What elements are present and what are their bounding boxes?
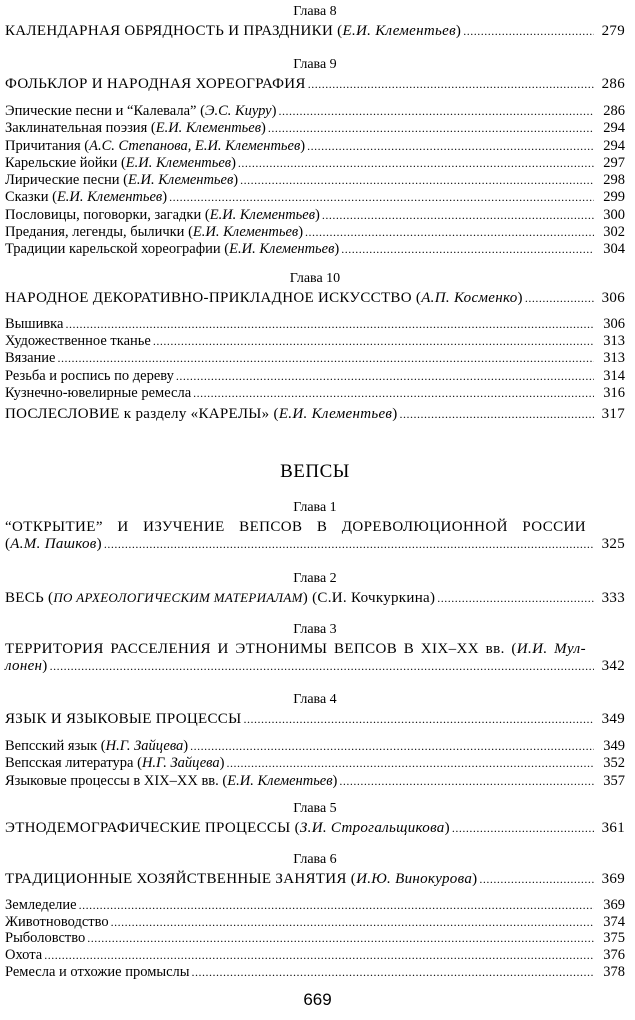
page-number: 349 xyxy=(601,711,625,727)
toc-entry xyxy=(5,711,625,728)
chapter-heading: Глава 10 xyxy=(289,271,341,286)
page-number: 357 xyxy=(603,772,625,789)
entry-author: Е.И. Клементьев xyxy=(127,172,234,189)
toc-subentry: Эпические песни и “Калевала” (Э.С. Киуру) ..... 286 xyxy=(5,103,625,120)
page-number: 314 xyxy=(603,367,625,384)
entry-author: Е.И. Клементьев xyxy=(227,772,333,789)
entry-author: Е.И. Клементьев xyxy=(229,241,335,258)
entry-title: Эпические песни и “Калевала” xyxy=(5,103,197,119)
page-number: 279 xyxy=(601,23,625,39)
leader-dots xyxy=(463,23,594,40)
leader-dots xyxy=(339,773,594,790)
entry-title: Животноводство xyxy=(5,913,109,930)
page-number: 333 xyxy=(601,590,625,606)
entry-title: ТРАДИЦИОННЫЕ ХОЗЯЙСТВЕННЫЕ ЗАНЯТИЯ xyxy=(5,871,347,887)
subentry-list xyxy=(5,738,625,790)
leader-dots xyxy=(322,207,594,224)
leader-dots xyxy=(525,290,594,307)
entry-author: Е.И. Клементьев xyxy=(342,23,456,39)
entry-author: Е.И. Клементьев xyxy=(278,406,393,422)
entry-title: Языковые процессы в XIX–XX вв. xyxy=(5,772,219,789)
leader-dots xyxy=(193,385,594,402)
leader-dots xyxy=(50,658,594,675)
entry-title: Ремесла и отхожие промыслы xyxy=(5,963,190,980)
toc-subentry xyxy=(5,350,625,367)
leader-dots xyxy=(400,406,594,423)
page-number: 300 xyxy=(603,206,625,223)
leader-dots xyxy=(192,964,594,981)
entry-author: Е.И. Клементьев xyxy=(155,120,261,137)
entry-title: Художественное тканье xyxy=(5,333,151,350)
entry-title: ВЕСЬ xyxy=(5,590,44,606)
leader-dots xyxy=(437,590,594,607)
chapter-heading: Глава 9 xyxy=(293,57,337,72)
entry-title: “ОТКРЫТИЕ” И ИЗУЧЕНИЕ ВЕПСОВ В ДОРЕВОЛЮЦИОННОЙ РОССИИ xyxy=(5,519,586,535)
entry-author: А.П. Косменко xyxy=(421,290,518,306)
page-number: 376 xyxy=(603,947,625,964)
entry-title: Лирические песни xyxy=(5,172,120,189)
page-number: 378 xyxy=(603,963,625,980)
entry-author: Е.И. Клементьев xyxy=(125,154,232,171)
page-number: 306 xyxy=(601,290,625,306)
leader-dots xyxy=(44,947,594,964)
toc-entry xyxy=(5,76,625,93)
entry-title: ФОЛЬКЛОР И НАРОДНАЯ ХОРЕОГРАФИЯ xyxy=(5,76,306,92)
entry-subtitle: ПО АРХЕОЛОГИЧЕСКИМ МАТЕРИАЛАМ xyxy=(53,590,303,605)
entry-title: Земледелие xyxy=(5,897,77,913)
entry-title: Традиции карельской хореографии xyxy=(5,241,221,258)
entry-author: З.И. Строгальщикова xyxy=(299,820,445,836)
toc-entry: КАЛЕНДАРНАЯ ОБРЯДНОСТЬ И ПРАЗДНИКИ (Е.И. Клементьев) ..... 279 xyxy=(5,23,625,40)
entry-title: КАЛЕНДАРНАЯ ОБРЯДНОСТЬ И ПРАЗДНИКИ xyxy=(5,23,334,39)
entry-title: Вязание xyxy=(5,350,56,367)
entry-author: А.М. Пашков xyxy=(10,536,97,552)
entry-title: Заклинательная поэзия xyxy=(5,120,148,137)
toc-subentry: Карельские йойки (Е.И. Клементьев) ..... 297 xyxy=(5,155,625,172)
toc-subentry xyxy=(5,930,625,947)
toc-entry: ЭТНОДЕМОГРАФИЧЕСКИЕ ПРОЦЕССЫ (З.И. Строгальщикова) ..... 361 xyxy=(5,820,625,837)
leader-dots xyxy=(307,138,594,155)
entry-author: Н.Г. Зайцева xyxy=(105,738,184,754)
toc-subentry: Сказки (Е.И. Клементьев) ..... 299 xyxy=(5,189,625,206)
toc-subentry xyxy=(5,333,625,350)
chapter-heading: Глава 8 xyxy=(293,4,337,19)
leader-dots xyxy=(190,738,594,755)
toc-subentry: Языковые процессы в XIX–XX вв. (Е.И. Клементьев) ..... 357 xyxy=(5,773,625,790)
page-number: 313 xyxy=(603,350,625,367)
entry-title: НАРОДНОЕ ДЕКОРАТИВНО-ПРИКЛАДНОЕ ИСКУССТВО xyxy=(5,290,412,306)
page-number: 294 xyxy=(603,137,625,154)
page-number: 317 xyxy=(601,406,625,422)
entry-title: ПОСЛЕСЛОВИЕ к разделу «КАРЕЛЫ» xyxy=(5,406,270,422)
toc-entry: (А.М. Пашков) ..... 325 xyxy=(5,536,625,553)
entry-title: Охота xyxy=(5,947,43,964)
toc-subentry: Лирические песни (Е.И. Клементьев) ..... 298 xyxy=(5,172,625,189)
page-number: 369 xyxy=(601,871,625,887)
page-number: 375 xyxy=(603,930,625,947)
page-number: 294 xyxy=(603,120,625,137)
page-number: 361 xyxy=(601,820,625,836)
leader-dots xyxy=(305,224,594,241)
leader-dots xyxy=(169,189,594,206)
toc-subentry: Заклинательная поэзия (Е.И. Клементьев) ..... 294 xyxy=(5,120,625,137)
toc-subentry xyxy=(5,914,625,931)
toc-subentry: Вепсский язык (Н.Г. Зайцева) ..... 349 xyxy=(5,738,625,755)
toc-subentry xyxy=(5,316,625,333)
page-number: 352 xyxy=(603,755,625,772)
toc-subentry: Причитания (А.С. Степанова, Е.И. Клементьев) ..... 294 xyxy=(5,138,625,155)
toc-subentry xyxy=(5,897,625,914)
page-number: 298 xyxy=(603,172,625,189)
leader-dots xyxy=(104,536,594,553)
entry-title: Рыболовство xyxy=(5,930,86,947)
toc-entry: ПОСЛЕСЛОВИЕ к разделу «КАРЕЛЫ» (Е.И. Клементьев) ..... 317 xyxy=(5,406,625,423)
entry-author: И.Ю. Винокурова xyxy=(356,871,473,887)
entry-title: ЭТНОДЕМОГРАФИЧЕСКИЕ ПРОЦЕССЫ xyxy=(5,820,291,836)
page-number: 316 xyxy=(603,384,625,401)
entry-author: Н.Г. Зайцева xyxy=(141,755,220,772)
leader-dots xyxy=(238,155,594,172)
subentry-list xyxy=(5,897,625,980)
leader-dots xyxy=(243,711,594,728)
entry-title: Вепсский язык xyxy=(5,738,98,754)
leader-dots xyxy=(65,316,594,333)
entry-author: Э.С. Киуру xyxy=(204,103,272,119)
page-number: 302 xyxy=(603,224,625,241)
toc-subentry xyxy=(5,385,625,402)
chapter-heading: Глава 6 xyxy=(293,852,337,867)
leader-dots xyxy=(176,368,594,385)
page-number: 299 xyxy=(603,189,625,206)
entry-title: Сказки xyxy=(5,189,49,206)
chapter-heading: Глава 2 xyxy=(293,571,337,586)
chapter-heading: Глава 4 xyxy=(293,692,337,707)
leader-dots xyxy=(479,871,594,888)
toc-subentry: Предания, легенды, былички (Е.И. Клементьев) ..... 302 xyxy=(5,224,625,241)
page-number: 286 xyxy=(603,103,625,119)
toc-subentry xyxy=(5,947,625,964)
toc-subentry: Традиции карельской хореографии (Е.И. Клементьев) ..... 304 xyxy=(5,241,625,258)
page-number: 286 xyxy=(601,76,625,92)
entry-title: Карельские йойки xyxy=(5,154,118,171)
page-number: 374 xyxy=(603,913,625,930)
section-title: ВЕПСЫ xyxy=(280,461,350,482)
entry-title: ЯЗЫК И ЯЗЫКОВЫЕ ПРОЦЕССЫ xyxy=(5,711,242,727)
entry-author: Е.И. Клементьев xyxy=(192,224,299,241)
entry-author: С.И. Кочкуркина xyxy=(317,590,430,606)
page-number: 369 xyxy=(603,897,625,913)
entry-author: Е.И. Клементьев xyxy=(56,189,163,206)
page-number: 306 xyxy=(603,316,625,332)
entry-title: Пословицы, поговорки, загадки xyxy=(5,206,202,223)
toc-entry: ТРАДИЦИОННЫЕ ХОЗЯЙСТВЕННЫЕ ЗАНЯТИЯ (И.Ю. Винокурова) ..... 369 xyxy=(5,871,625,888)
entry-title: ТЕРРИТОРИЯ РАССЕЛЕНИЯ И ЭТНОНИМЫ ВЕПСОВ В XIX–XX вв. (И.И. Мул- xyxy=(5,641,587,657)
toc-subentry xyxy=(5,964,625,981)
leader-dots xyxy=(226,755,594,772)
page-number: 313 xyxy=(603,333,625,350)
subentry-list xyxy=(5,103,625,259)
entry-author: лонен xyxy=(5,658,43,674)
entry-title: Предания, легенды, былички xyxy=(5,224,185,241)
entry-author: А.С. Степанова, Е.И. Клементьев xyxy=(89,137,301,154)
leader-dots xyxy=(57,350,594,367)
leader-dots xyxy=(87,930,594,947)
entry-author: Е.И. Клементьев xyxy=(209,206,315,223)
entry-title: Вышивка xyxy=(5,316,64,332)
leader-dots xyxy=(278,103,594,120)
toc-subentry: Пословицы, поговорки, загадки (Е.И. Клементьев) ..... 300 xyxy=(5,207,625,224)
toc-subentry xyxy=(5,368,625,385)
chapter-heading: Глава 3 xyxy=(293,622,337,637)
page-number: 342 xyxy=(601,658,625,674)
entry-author: И.И. Мул- xyxy=(516,641,587,657)
entry-title: Вепсская литература xyxy=(5,755,134,772)
leader-dots xyxy=(79,897,594,914)
leader-dots xyxy=(452,820,594,837)
leader-dots xyxy=(111,914,594,931)
entry-title: Причитания xyxy=(5,137,81,154)
entry-title: Резьба и роспись по дереву xyxy=(5,367,174,384)
toc-entry: ВЕСЬ (ПО АРХЕОЛОГИЧЕСКИМ МАТЕРИАЛАМ) (С.И. Кочкуркина) ..... 333 xyxy=(5,590,625,607)
leader-dots xyxy=(308,76,594,93)
leader-dots xyxy=(341,241,594,258)
leader-dots xyxy=(240,172,594,189)
page-number: 349 xyxy=(603,738,625,754)
toc-entry: НАРОДНОЕ ДЕКОРАТИВНО-ПРИКЛАДНОЕ ИСКУССТВО (А.П. Косменко) ..... 306 xyxy=(5,290,625,307)
chapter-heading: Глава 1 xyxy=(293,500,337,515)
page-number: 325 xyxy=(601,536,625,552)
subentry-list xyxy=(5,316,625,402)
entry-title-line: ТЕРРИТОРИЯ РАССЕЛЕНИЯ И ЭТНОНИМЫ ВЕПСОВ В XIX–XX вв. xyxy=(5,641,505,657)
entry-title: Кузнечно-ювелирные ремесла xyxy=(5,384,192,401)
page-folio: 669 xyxy=(303,990,332,1009)
leader-dots xyxy=(268,120,594,137)
page-number: 297 xyxy=(603,154,625,171)
leader-dots xyxy=(153,333,594,350)
chapter-heading: Глава 5 xyxy=(293,801,337,816)
toc-entry: лонен) ..... 342 xyxy=(5,658,625,675)
page-number: 304 xyxy=(603,241,625,258)
toc-subentry: Вепсская литература (Н.Г. Зайцева) ..... 352 xyxy=(5,755,625,772)
